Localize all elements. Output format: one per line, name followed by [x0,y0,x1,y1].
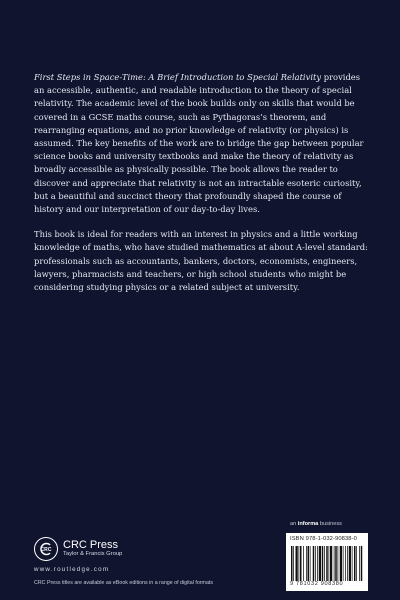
informa-suffix: business [318,521,342,527]
barcode-bar [300,546,302,581]
informa-prefix: an [290,521,298,527]
book-title-inline: First Steps in Space-Time: A Brief Introduction to Special Relativity [34,72,322,82]
barcode-bar [349,546,351,581]
back-cover-text [34,71,371,306]
barcode-bar [359,546,360,581]
barcode-bar [347,546,348,581]
barcode-bar [306,546,307,581]
barcode-bar [322,546,324,581]
barcode-bar [299,546,300,581]
ebook-note: CRC Press titles are available as eBook editions in a range of digital formats [34,580,214,586]
description-paragraph-2: This book is ideal for readers with an interest in physics and a little working knowledge of maths, who have studied mathematics at about A-level standard: professionals such as accountants, bankers, doctors, economists, engineers, lawyers, pharmacists and teachers, or high school students who might be considering studying physics or a related subject at university. [34,229,368,293]
barcode-bar [313,546,315,581]
publisher-website: www.routledge.com [34,566,110,573]
barcode-bar [330,546,332,581]
barcode-bar [317,546,318,581]
barcode-bar [296,546,298,581]
barcode-bar [308,546,310,581]
barcode-icon [291,546,363,581]
crc-logo-mark [35,538,57,560]
barcode-bar [293,546,294,581]
barcode-bar [319,546,321,581]
barcode-bar [291,546,293,581]
informa-brand: informa [297,521,319,527]
barcode-bar [303,546,304,581]
description-paragraph-1-text: provides an accessible, authentic, and readable introduction to the theory of special relativity. The academic level of the book builds only on skills that would be covered in a GCSE maths course, such as Pythagoras’s theorem, and rearranging equations, and no prior knowledge of relativity (or physics) is assumed. The key benefits of the work are to bridge the gap between popular science books and university textbooks and make the theory of relativity as broadly accessible as physically possible. The book allows the reader to discover and appreciate that relativity is not an intractable esoteric curiosity, but a beautiful and succinct theory that profoundly shaped the course of history and our interpretation of our day-to-day lives. [34,72,364,215]
barcode-bar [354,546,356,581]
publisher-subtitle: Taylor & Francis Group [63,551,123,557]
barcode-bar [329,546,330,581]
description-paragraph-1 [34,71,371,216]
isbn-label: ISBN 978-1-032-90838-0 [290,536,357,542]
barcode-bar [338,546,339,581]
barcode-bar [324,546,325,581]
crc-logo-text: CRC [40,547,52,554]
barcode-bar [315,546,316,581]
publisher-name: CRC Press [63,539,119,551]
barcode-bar [356,546,357,581]
barcode-bar [343,546,344,581]
crc-press-logo-icon [34,537,58,561]
barcode-bar [352,546,353,581]
barcode-bar [345,546,346,581]
barcode-bar [334,546,335,581]
isbn-barcode-box [286,533,368,591]
barcode-digits: 9 781032 908380 [290,581,344,587]
barcode-bar [335,546,337,581]
barcode-bar [340,546,342,581]
barcode-bar [361,546,363,581]
barcode-bar [310,546,311,581]
barcode-bar [326,546,328,581]
informa-business-label [290,521,342,527]
